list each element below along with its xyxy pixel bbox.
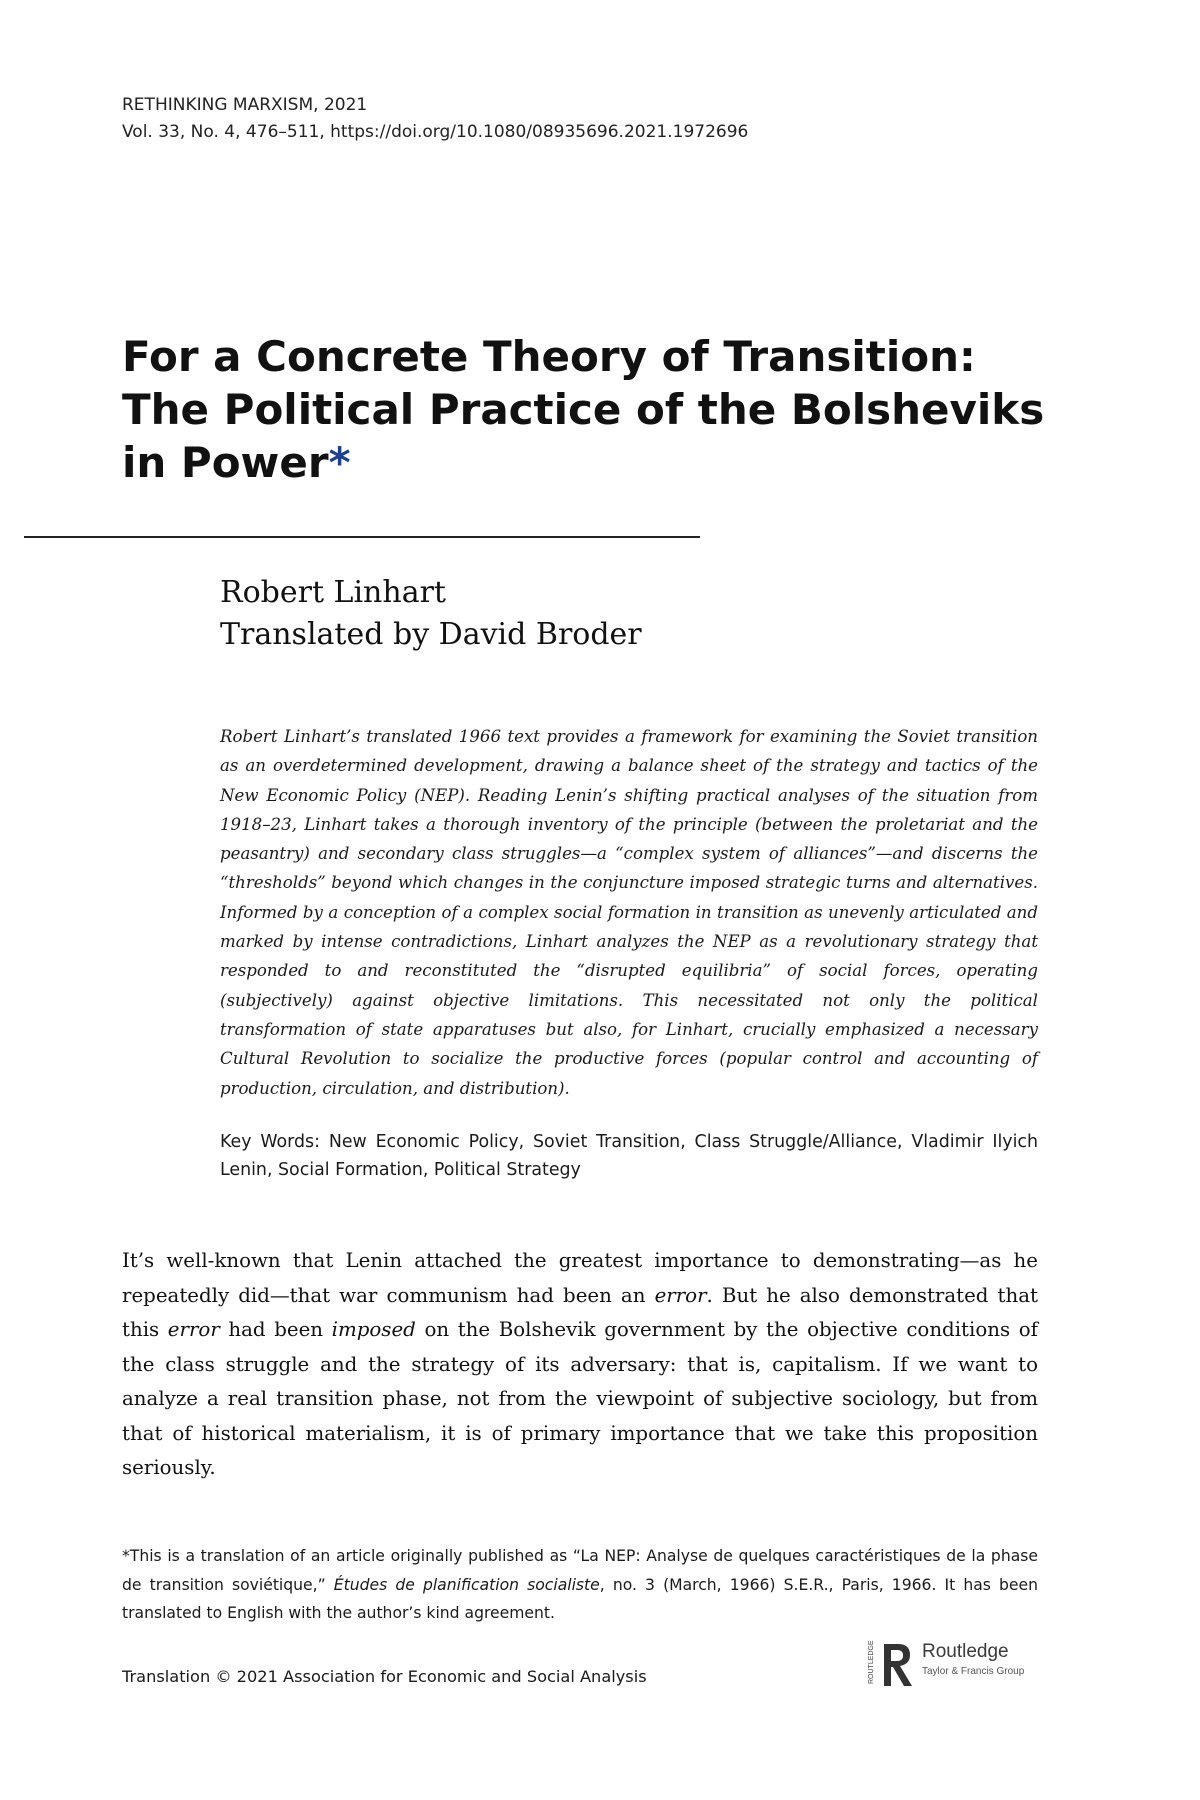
author-name: Robert Linhart [220, 575, 446, 610]
footnote-text-segment: , no. 3 (March, 1966) S.E.R., Paris, 1966. It has been translated to English with the author’s kind agreement. [122, 1575, 1038, 1622]
body-paragraph [122, 1244, 1038, 1486]
body-text-segment: . But he also demonstrated that this [122, 1283, 1038, 1341]
body-text-segment: had been [219, 1318, 332, 1341]
abstract: Robert Linhart’s translated 1966 text provides a framework for examining the Soviet transition as an overdetermined development, drawing a balance sheet of the strategy and tactics of the New Economic Policy (NEP). Reading Lenin’s shifting practical analyses of the situation from 1918–23, Linhart takes a thorough inventory of the principle (between the proletariat and the peasantry) and secondary class struggles—a “complex system of alliances”—and discerns the “thresholds” beyond which changes in the conjuncture imposed strategic turns and alternatives. Informed by a conception of a complex social formation in transition as unevenly articulated and marked by intense contradictions, Linhart analyzes the NEP as a revolutionary strategy that responded to and reconstituted the “disrupted equilibria” of social forces, operating (subjectively) against objective limitations. This necessitated not only the political transformation of state apparatuses but also, for Linhart, crucially emphasized a necessary Cultural Revolution to socialize the productive forces (popular control and accounting of production, circulation, and distribution). [220, 727, 1038, 1098]
copyright-line: Translation © 2021 Association for Economic and Social Analysis [122, 1667, 647, 1686]
body-emphasis: error [654, 1283, 707, 1307]
translator-line: Translated by David Broder [220, 617, 642, 652]
footnote-emphasis: Études de planification socialiste [333, 1575, 600, 1594]
keywords-text: New Economic Policy, Soviet Transition, Class Struggle/Alliance, Vladimir Ilyich Lenin, Social Formation, Political Strategy [220, 1132, 1038, 1180]
author-block [220, 572, 642, 656]
keywords-label: Key Words: [220, 1132, 320, 1152]
footnote [122, 1542, 1038, 1628]
body-text-segment: It’s well-known that Lenin attached the greatest importance to demonstrating—as he repeatedly did—that war communism had been an [122, 1249, 1038, 1307]
title-divider [24, 536, 700, 538]
body-emphasis: error [167, 1318, 220, 1341]
publisher-group: Taylor & Francis Group [922, 1666, 1025, 1677]
body-emphasis: imposed [331, 1318, 416, 1341]
keywords [220, 1128, 1038, 1184]
journal-name-year: RETHINKING MARXISM, 2021 [122, 95, 368, 115]
publisher-side-text: ROUTLEDGE [868, 1640, 875, 1684]
article-title-text: For a Concrete Theory of Transition: The Political Practice of the Bolsheviks in Power [122, 332, 1045, 487]
journal-citation[interactable]: Vol. 33, No. 4, 476–511, https://doi.org/10.1080/08935696.2021.1972696 [122, 122, 749, 142]
publisher-name: Routledge [922, 1641, 1009, 1662]
title-footnote-marker[interactable]: * [328, 438, 351, 487]
routledge-r-logo-icon [868, 1640, 918, 1688]
footnote-text-segment: *This is a translation of an article originally published as “La NEP: Analyse de quelques caractéristiques de la phase de transition soviétique,” [122, 1547, 1038, 1594]
journal-header [122, 92, 748, 146]
publisher-logo [868, 1640, 1048, 1688]
article-title [122, 330, 1072, 489]
body-text-segment: on the Bolshevik government by the objective conditions of the class struggle and the strategy of its adversary: that is, capitalism. If we want to analyze a real transition phase, not from the viewpoint of subjective sociology, but from that of historical materialism, it is of primary importance that we take this proposition seriously. [122, 1318, 1038, 1479]
